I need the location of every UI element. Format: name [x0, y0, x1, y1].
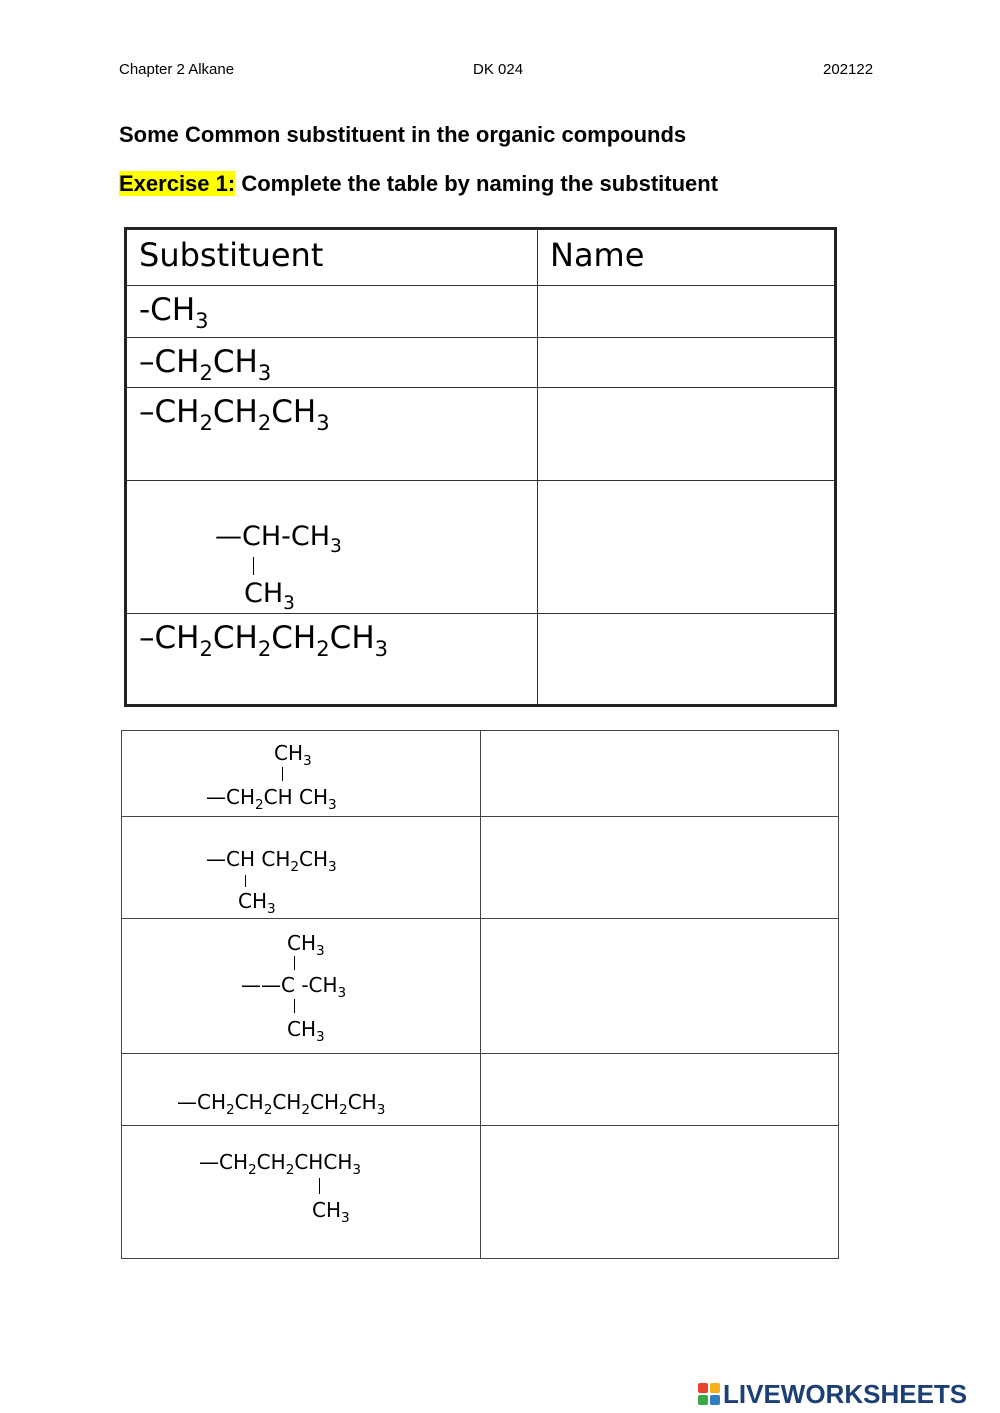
table-row — [126, 388, 836, 481]
formula-cell: $CH_3$ ——C $-CH_3$ $CH_3$ — [122, 919, 481, 1054]
formula-cell: —CH $CH_2CH_3$ $CH_3$ — [122, 817, 481, 919]
header-course: DK 024 — [473, 61, 524, 78]
table-row — [122, 1126, 839, 1259]
col-substituent-header: Substituent — [126, 229, 538, 286]
table-row — [122, 1054, 839, 1126]
formula-cell: $-CH_3$ — [126, 286, 538, 338]
col-name-header: Name — [538, 229, 836, 286]
table-row — [126, 286, 836, 338]
exercise-instruction: Complete the table by naming the substituent — [241, 171, 719, 196]
header-chapter: Chapter 2 Alkane — [119, 61, 235, 78]
page-title: Some Common substituent in the organic compounds — [119, 122, 687, 147]
name-answer-cell[interactable] — [481, 1054, 839, 1126]
liveworksheets-icon — [698, 1383, 720, 1405]
table-row — [122, 919, 839, 1054]
formula-cell: $-CH_2CH_2CH_2CH_3$ — [126, 614, 538, 706]
table-row — [122, 731, 839, 817]
name-answer-cell[interactable] — [481, 731, 839, 817]
name-answer-cell[interactable] — [481, 919, 839, 1054]
name-answer-cell[interactable] — [538, 286, 836, 338]
formula-cell: $CH_3$ $—CH_2CH$ $CH_3$ — [122, 731, 481, 817]
substituent-table-1 — [124, 227, 837, 707]
name-answer-cell[interactable] — [481, 817, 839, 919]
liveworksheets-logo — [698, 1378, 967, 1410]
formula-cell: $—CH-CH_3$ $CH_3$ — [126, 481, 538, 614]
formula-cell: $—CH_2CH_2CHCH_3$ $CH_3$ — [122, 1126, 481, 1259]
name-answer-cell[interactable] — [538, 481, 836, 614]
exercise-heading — [119, 171, 718, 197]
table-row — [126, 481, 836, 614]
name-answer-cell[interactable] — [481, 1126, 839, 1259]
header-session: 202122 — [823, 61, 874, 78]
table-row — [126, 338, 836, 388]
formula-cell: $-CH_2CH_2CH_3$ — [126, 388, 538, 481]
liveworksheets-wordmark: LIVEWORKSHEETS — [723, 1378, 968, 1409]
formula-cell: $-CH_2CH_3$ — [126, 338, 538, 388]
table-header-row — [126, 229, 836, 286]
table-row — [122, 817, 839, 919]
name-answer-cell[interactable] — [538, 388, 836, 481]
exercise-label: Exercise 1: — [119, 171, 236, 196]
name-answer-cell[interactable] — [538, 614, 836, 706]
name-answer-cell[interactable] — [538, 338, 836, 388]
table-row — [126, 614, 836, 706]
substituent-table-2 — [121, 730, 839, 1259]
formula-cell: $—CH_2CH_2CH_2CH_2CH_3$ — [122, 1054, 481, 1126]
